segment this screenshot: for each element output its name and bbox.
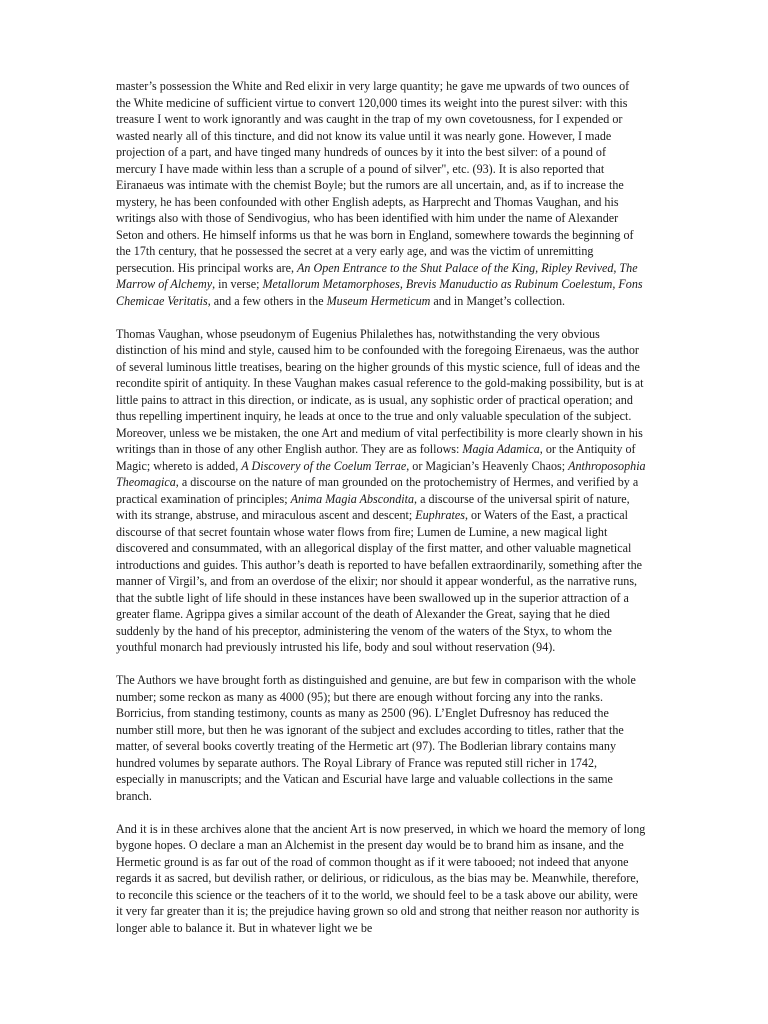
- paragraph-eiranaeus: [116, 78, 646, 309]
- italic-title: A Discovery of the Coelum Terrae: [241, 458, 407, 473]
- text-segment: Thomas Vaughan, whose pseudonym of Eugenius Philalethes has, notwithstanding the very obvious distinction of his mind and style, caused him to be confounded with the foregoing Eirenaeus, was the author of several luminous little treatises, bearing on the higher grounds of this mystic science, full of ideas and the recondite spirit of antiquity. In these Vaughan makes casual reference to the gold-making possibility, but is at little pains to attract in this direction, or indicate, as is usual, any sophistic order of practical operation; and thus repelling impertinent inquiry, he leads at once to the true and only valuable speculation of the subject. Moreover, unless we be mistaken, the one Art and medium of vital perfectibility is more clearly shown in his writings than in those of any other English author. They are as follows:: [116, 326, 644, 456]
- text-segment: , and a few others in the: [207, 293, 327, 308]
- paragraph-authors: [116, 672, 646, 804]
- italic-title: Magia Adamica: [462, 442, 540, 456]
- italic-title: Museum Hermeticum: [326, 293, 431, 308]
- paragraph-archives: [116, 821, 646, 937]
- text-segment: , in verse;: [212, 277, 263, 291]
- text-segment: And it is in these archives alone that the ancient Art is now preserved, in which we hoard the memory of long bygone hopes. O declare a man an Alchemist in the present day would be to brand him as insane, and the Hermetic ground is as far out of the road of common thought as if it were tabooed; not indeed that anyone regards it as sacred, but devilish rather, or delirious, or ridiculous, as the bias may be. Meanwhile, therefore, to reconcile this science or the teachers of it to the world, we should feel to be a task above our ability, were it very far greater than it is; the prejudice having grown so old and strong that neither reason nor authority is longer able to balance it. But in whatever light we be: [116, 821, 646, 935]
- text-segment: master’s possession the White and Red elixir in very large quantity; he gave me upwards of two ounces of the White medicine of sufficient virtue to convert 120,000 times its weight into the purest silver: with this treasure I went to work ignorantly and was caught in the trap of my own covetousness, for I expended or wasted nearly all of this tincture, and did not know its value until it was nearly gone. However, I made projection of a part, and have tinged many hundreds of ounces by it into the best silver: of a pound of mercury I have made within less than a scruple of a pound of silver", etc. (93). It is also reported that Eiranaeus was intimate with the chemist Boyle; but the rumors are all uncertain, and, as if to increase the mystery, he has been confounded with other English adepts, as Harprecht and Thomas Vaughan, and his writings also with those of Sendivogius, who has been identified with him under the name of Alexander Seton and others. He himself informs us that he was born in England, somewhere towards the beginning of the 17th century, that he possessed the secret at a very early age, and was the victim of unremitting persecution. His principal works are,: [116, 79, 634, 275]
- italic-title: Metallorum Metamorphoses, Brevis Manuductio as Rubinum Coelestum, Fons Chemicae Veritatis: [116, 277, 643, 308]
- italic-title: Anima Magia Abscondita: [290, 491, 415, 506]
- italic-title: Anthroposophia Theomagica: [116, 458, 646, 489]
- text-segment: , a discourse of the universal spirit of nature, with its strange, abstruse, and miraculous ascent and descent;: [116, 491, 630, 522]
- text-segment: , or Waters of the East, a practical discourse of that secret fountain whose water flows from fire; Lumen de Lumine, a new magical light discovered and consummated, with an allegorical display of the first matter, and other valuable magnetical introductions and guides. This author’s death is reported to have befallen extraordinarily, something after the manner of Virgil’s, and from an overdose of the elixir; nor should it appear wonderful, as the narrative runs, that the subtle light of life should in these instances have been swallowed up in the superior attraction of a greater flame. Agrippa gives a similar account of the death of Alexander the Great, saying that he died suddenly by the hand of his preceptor, administering the venom of the waters of the Styx, to whom the youthful monarch had previously intrusted his life, body and soul without reservation (94).: [116, 508, 643, 654]
- paragraph-thomas-vaughan: [116, 326, 646, 656]
- document-page: [116, 78, 646, 953]
- text-segment: , or Magician’s Heavenly Chaos;: [406, 458, 569, 473]
- text-segment: , a discourse on the nature of man grounded on the protochemistry of Hermes, and verified by a practical examination of principles;: [116, 475, 639, 506]
- italic-title: An Open Entrance to the Shut Palace of the King, Ripley Revived, The Marrow of Alchemy: [116, 260, 638, 291]
- italic-title: Euphrates: [415, 508, 465, 522]
- text-segment: and in Manget’s collection.: [430, 293, 566, 308]
- text-segment: The Authors we have brought forth as distinguished and genuine, are but few in comparison with the whole number; some reckon as many as 4000 (95); but there are enough without forcing any into the ranks. Borricius, from standing testimony, counts as many as 2500 (96). L’Englet Dufresnoy has reduced the number still more, but then he was ignorant of the subject and excludes according to titles, rather that the matter, of several books covertly treating of the Hermetic art (97). The Bodlerian library contains many hundred volumes by separate authors. The Royal Library of France was reputed still richer in 1742, especially in manuscripts; and the Vatican and Escurial have large and valuable collections in the same branch.: [116, 673, 636, 803]
- text-segment: , or the Antiquity of Magic; whereto is added,: [116, 442, 636, 473]
